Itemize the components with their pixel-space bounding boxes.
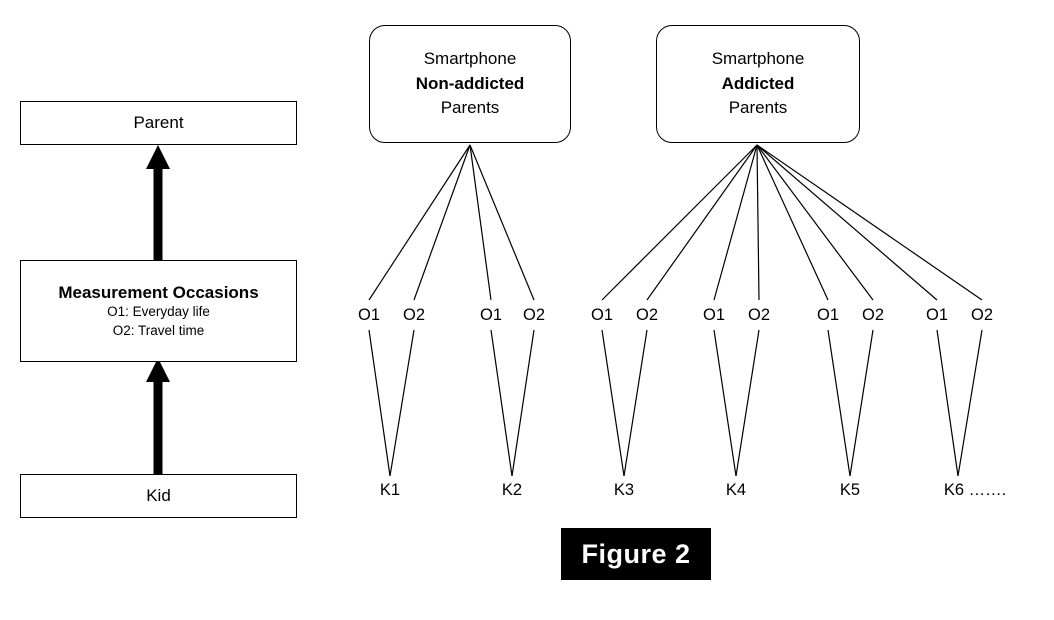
edges-non-addicted-kids	[369, 330, 534, 476]
group-addicted-line3: Parents	[728, 98, 788, 118]
group-non-addicted-line3: Parents	[440, 98, 500, 118]
level-box-kid	[20, 474, 297, 518]
edges-addicted-kids	[602, 330, 982, 476]
occasion-label-ad-8: O2	[970, 306, 994, 324]
level-label-kid: Kid	[146, 486, 171, 506]
group-non-addicted-line1: Smartphone	[423, 49, 517, 69]
group-addicted-line1: Smartphone	[711, 49, 805, 69]
group-box-addicted	[656, 25, 860, 143]
kid-label-k5: K5	[839, 481, 861, 499]
occasion-label-na-3: O1	[479, 306, 503, 324]
edges-non-addicted-group	[369, 145, 534, 300]
occasion-label-ad-6: O2	[861, 306, 885, 324]
kid-label-k2: K2	[501, 481, 523, 499]
level-sublabel-o2: O2: Travel time	[112, 322, 205, 338]
level-label-parent: Parent	[133, 113, 184, 133]
occasion-label-na-1: O1	[357, 306, 381, 324]
left-arrowhead-parent	[146, 145, 170, 169]
occasion-label-ad-7: O1	[925, 306, 949, 324]
group-box-non-addicted	[369, 25, 571, 143]
kid-label-k4: K4	[725, 481, 747, 499]
kid-label-k6: K6 …….	[943, 481, 1007, 499]
figure-caption: Figure 2	[561, 528, 711, 580]
group-addicted-line2: Addicted	[721, 73, 795, 93]
occasion-label-ad-5: O1	[816, 306, 840, 324]
occasion-label-ad-4: O2	[747, 306, 771, 324]
level-label-measurement-occasions: Measurement Occasions	[58, 283, 259, 303]
level-sublabel-o1: O1: Everyday life	[107, 304, 210, 320]
kid-label-k1: K1	[379, 481, 401, 499]
occasion-label-na-2: O2	[402, 306, 426, 324]
occasion-label-ad-1: O1	[590, 306, 614, 324]
level-box-parent	[20, 101, 297, 145]
level-box-measurement-occasions	[20, 260, 297, 362]
occasion-label-ad-3: O1	[702, 306, 726, 324]
occasion-label-na-4: O2	[522, 306, 546, 324]
kid-label-k3: K3	[613, 481, 635, 499]
occasion-label-ad-2: O2	[635, 306, 659, 324]
edges-addicted-group	[602, 145, 982, 300]
group-non-addicted-line2: Non-addicted	[415, 73, 525, 93]
